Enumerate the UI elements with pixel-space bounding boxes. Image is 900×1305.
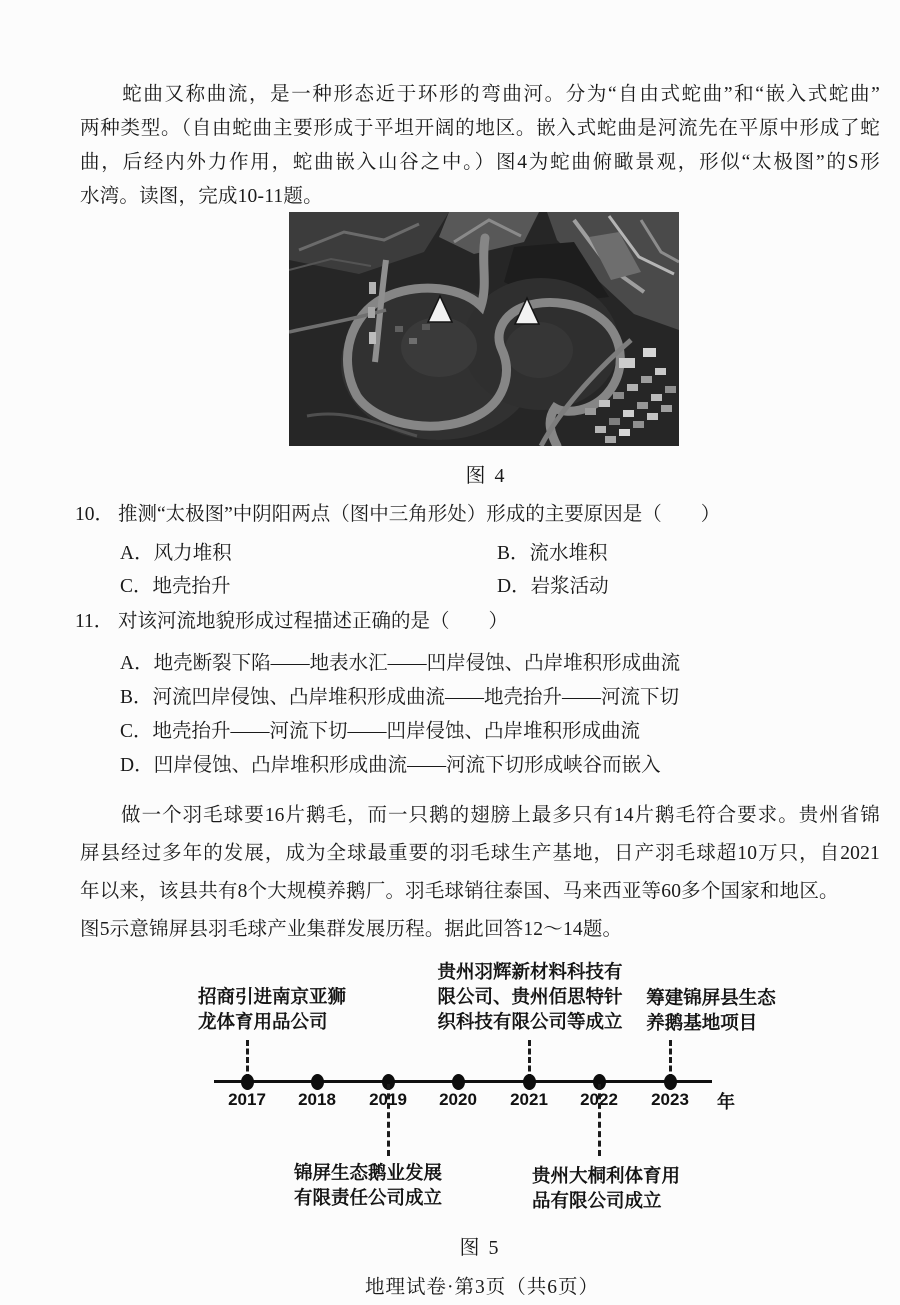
- question-11-number: 11．: [75, 611, 114, 632]
- passage-1: [80, 78, 880, 214]
- question-10-stem: 推测“太极图”中阴阳两点（图中三角形处）形成的主要原因是（ ）: [118, 504, 721, 525]
- figure4-caption: 图 4: [465, 465, 507, 487]
- question-10-option-b: B．流水堆积: [497, 543, 608, 564]
- passage-1-line: 两种类型。（自由蛇曲主要形成于平坦开阔的地区。嵌入式蛇曲是河流先在平原中形成了蛇: [80, 118, 880, 139]
- axis-unit-label: 年: [717, 1092, 735, 1112]
- question-11-option-b: B．河流凹岸侵蚀、凸岸堆积形成曲流——地壳抬升——河流下切: [120, 687, 680, 708]
- year-label-2020: 2020: [439, 1090, 477, 1109]
- event-label-2022: 贵州大桐利体育用 品有限公司成立: [531, 1165, 681, 1211]
- timeline-dot-2021: [523, 1074, 536, 1090]
- event-label-2021: 贵州羽辉新材料科技有 限公司、贵州佰思特针 织科技有限公司等成立: [437, 961, 623, 1032]
- passage-1-line: 曲，后经内外力作用，蛇曲嵌入山谷之中。）图4为蛇曲俯瞰景观，形似“太极图”的S形: [80, 152, 880, 173]
- timeline-dot-2017: [241, 1074, 254, 1090]
- passage-1-line: 蛇曲又称曲流，是一种形态近于环形的弯曲河。分为“自由式蛇曲”和“嵌入式蛇曲”: [80, 84, 880, 105]
- question-10-option-c: C．地壳抬升: [120, 576, 231, 597]
- passage-1-line: 水湾。读图，完成10-11题。: [80, 186, 323, 207]
- passage-2-line: 屏县经过多年的发展，成为全球最重要的羽毛球生产基地，日产羽毛球超10万只，自2021: [80, 843, 880, 864]
- peninsula-left: [401, 317, 477, 377]
- timeline-dot-2023: [664, 1074, 677, 1090]
- year-label-2019: 2019: [369, 1090, 407, 1109]
- question-10: [75, 498, 720, 526]
- question-11-option-a: A．地壳断裂下陷——地表水汇——凹岸侵蚀、凸岸堆积形成曲流: [120, 653, 681, 674]
- timeline-dot-2020: [452, 1074, 465, 1090]
- event-label-2017: 招商引进南京亚狮 龙体育用品公司: [197, 986, 347, 1032]
- question-11: [75, 605, 508, 633]
- question-11-option-c: C．地壳抬升——河流下切——凹岸侵蚀、凸岸堆积形成曲流: [120, 721, 641, 742]
- year-label-2017: 2017: [228, 1090, 266, 1109]
- figure5-caption: 图 5: [459, 1237, 501, 1259]
- passage-2-line: 年以来，该县共有8个大规模养鹅厂。羽毛球销往泰国、马来西亚等60多个国家和地区。: [80, 881, 839, 902]
- passage-2: [80, 797, 880, 949]
- year-label-2023: 2023: [651, 1090, 689, 1109]
- peninsula-right: [505, 322, 573, 378]
- question-11-stem: 对该河流地貌形成过程描述正确的是（ ）: [118, 611, 509, 632]
- figure4-aerial-photo: [289, 212, 679, 446]
- event-label-2019: 锦屏生态鹅业发展 有限责任公司成立: [293, 1162, 443, 1208]
- page-footer: 地理试卷·第3页（共6页）: [365, 1277, 599, 1298]
- question-11-option-d: D．凹岸侵蚀、凸岸堆积形成曲流——河流下切形成峡谷而嵌入: [120, 755, 661, 776]
- dashed-connector-2022: [598, 1084, 601, 1156]
- passage-2-line: 做一个羽毛球要16片鹅毛，而一只鹅的翅膀上最多只有14片鹅毛符合要求。贵州省锦: [80, 805, 880, 826]
- passage-2-line: 图5示意锦屏县羽毛球产业集群发展历程。据此回答12～14题。: [80, 919, 623, 940]
- year-label-2021: 2021: [510, 1090, 548, 1109]
- year-label-2022: 2022: [580, 1090, 618, 1109]
- dashed-connector-2019: [387, 1084, 390, 1156]
- event-label-2023: 筹建锦屏县生态 养鹅基地项目: [646, 987, 776, 1033]
- question-10-option-d: D．岩浆活动: [497, 576, 609, 597]
- year-label-2018: 2018: [298, 1090, 336, 1109]
- question-10-option-a: A．风力堆积: [120, 543, 232, 564]
- question-10-number: 10．: [75, 504, 115, 525]
- timeline-dot-2018: [311, 1074, 324, 1090]
